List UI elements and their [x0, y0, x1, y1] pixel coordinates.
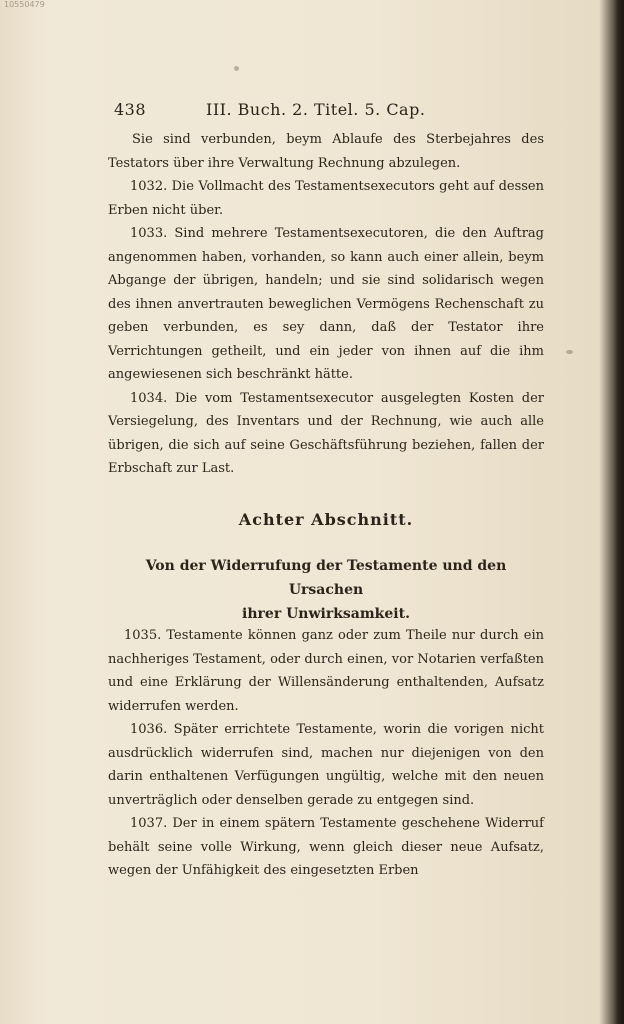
ink-spot [566, 350, 573, 354]
running-head: III. Buch. 2. Titel. 5. Cap. [206, 100, 426, 119]
paragraph-1037: 1037. Der in einem spätern Testamente geschehene Widerruf behält seine volle Wirkung, wenn gleich dieser neue Aufsatz, wegen der Unfähigkeit des eingesetzten Erben [108, 816, 544, 878]
ink-spot [234, 66, 239, 71]
paragraph-1032: 1032. Die Vollmacht des Testamentsexecutors geht auf dessen Erben nicht über. [108, 179, 544, 218]
paragraph-1036: 1036. Später errichtete Testamente, worin die vorigen nicht ausdrücklich widerrufen sind, machen nur diejenigen von den darin enthaltenen Verfügungen ungültig, welche mit den neuen unverträglich oder denselben gerade zu entgegen sind. [108, 722, 544, 808]
paragraph-1033: 1033. Sind mehrere Testamentsexecutoren, die den Auftrag angenommen haben, vorhanden, so kann auch einer allein, beym Abgange der übrigen, handeln; und sie sind solidarisch wegen des ihnen anvertrauten beweglichen Vermögens Rechenschaft zu geben verbunden, es sey dann, daß der Testator ihre Verrichtungen getheilt, und ein jeder von ihnen auf die ihm angewiesenen sich beschränkt hätte. [108, 226, 544, 382]
section-heading: Achter Abschnitt. [238, 510, 414, 529]
section-subheading [108, 554, 544, 626]
page-header [114, 100, 548, 124]
section-subheading-line-1: Von der Widerrufung der Testamente und den Ursachen [145, 558, 507, 598]
page-number: 438 [114, 100, 147, 119]
section-subheading-line-2: ihrer Unwirksamkeit. [242, 606, 410, 622]
catalog-id: 10550479 [4, 0, 45, 9]
paragraph: Sie sind verbunden, beym Ablaufe des Sterbejahres des Testators über ihre Verwaltung Rechnung abzulegen. [108, 132, 544, 171]
paragraph-1034: 1034. Die vom Testamentsexecutor ausgelegten Kosten der Versiegelung, des Inventars und der Rechnung, wie auch alle übrigen, die sich auf seine Geschäftsführung beziehen, fallen der Erbschaft zur Last. [108, 390, 544, 476]
paragraph-1035: 1035. Testamente können ganz oder zum Theile nur durch ein nachheriges Testament, oder durch einen, vor Notarien verfaßten und eine Erklärung der Willensänderung enthaltenden, Aufsatz widerrufen werden. [108, 628, 544, 714]
page-edge-shadow [614, 0, 624, 1024]
text-block-top [108, 128, 544, 481]
text-block-bottom [108, 624, 544, 883]
